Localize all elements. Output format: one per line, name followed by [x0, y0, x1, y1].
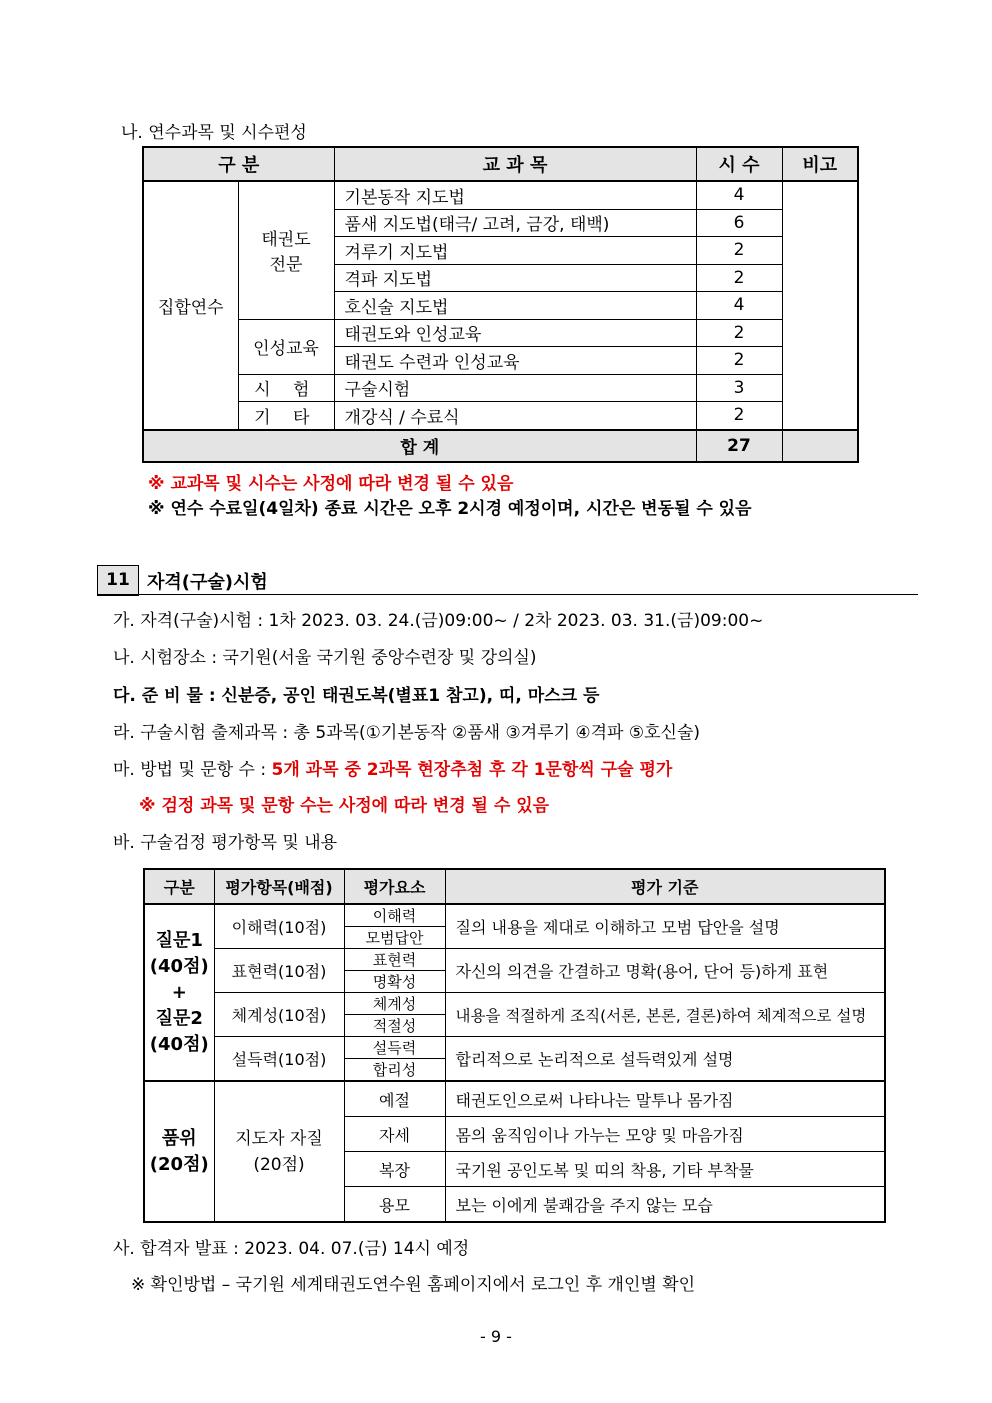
table-header-row [144, 869, 885, 904]
note-subjects-change: ※ 교과목 및 시수는 사정에 따라 변경 될 수 있음 [148, 474, 514, 494]
hours-cell: 4 [696, 292, 782, 320]
item-ra: 라. 구술시험 출제과목 : 총 5과목(①기본동작 ②품새 ③겨루기 ④격파 ⑤호신술) [113, 723, 701, 743]
group-main: 집합연수 [143, 181, 238, 430]
item-da: 다. 준 비 물 : 신분증, 공인 태권도복(별표1 참고), 띠, 마스크 등 [113, 686, 600, 706]
item-na: 나. 시험장소 : 국기원(서울 국기원 중앙수련장 및 강의실) [113, 648, 537, 668]
item-sa: 사. 합격자 발표 : 2023. 04. 07.(금) 14시 예정 [113, 1239, 470, 1259]
sub-character: 인성교육 [238, 319, 334, 374]
hours-cell: 2 [696, 264, 782, 292]
table-row [144, 904, 885, 927]
eval-criteria: 합리적으로 논리적으로 설득력있게 설명 [445, 1037, 885, 1082]
question-group: 질문1 (40점) + 질문2 (40점) [144, 904, 214, 1081]
header-item: 평가항목(배점) [214, 869, 344, 904]
subject-cell: 기본동작 지도법 [334, 181, 696, 209]
note-confirmation: ※ 확인방법 – 국기원 세계태권도연수원 홈페이지에서 로그인 후 개인별 확인 [131, 1275, 696, 1295]
total-row [143, 430, 858, 462]
header-category: 구분 [144, 869, 214, 904]
eval-element: 명확성 [344, 971, 445, 993]
eval-criteria: 내용을 적절하게 조직(서론, 본론, 결론)하여 체계적으로 설명 [445, 993, 885, 1037]
subject-cell: 태권도와 인성교육 [334, 319, 696, 347]
page-number: - 9 - [480, 1327, 512, 1346]
hours-cell: 6 [696, 209, 782, 237]
subject-cell: 호신술 지도법 [334, 292, 696, 320]
header-category: 구 분 [143, 147, 334, 181]
table-row [143, 319, 858, 347]
eval-element: 합리성 [344, 1059, 445, 1082]
eval-element: 설득력 [344, 1037, 445, 1059]
table-row [144, 1037, 885, 1059]
eval-element: 복장 [344, 1152, 445, 1187]
eval-element: 자세 [344, 1117, 445, 1152]
table-header-row [143, 147, 858, 181]
eval-criteria: 자신의 의견을 간결하고 명확(용어, 단어 등)하게 표현 [445, 949, 885, 993]
table-row [143, 374, 858, 402]
eval-criteria: 태권도인으로써 나타나는 말투나 몸가짐 [445, 1081, 885, 1117]
remarks-cell [782, 181, 858, 430]
subject-cell: 겨루기 지도법 [334, 237, 696, 265]
subject-cell: 태권도 수련과 인성교육 [334, 347, 696, 375]
sub-taekwondo: 태권도 전문 [238, 181, 334, 319]
table-row [143, 181, 858, 209]
eval-criteria: 질의 내용을 제대로 이해하고 모범 답안을 설명 [445, 904, 885, 949]
sub-exam: 시 험 [238, 374, 334, 402]
header-subject: 교 과 목 [334, 147, 696, 181]
subject-cell: 품새 지도법(태극/ 고려, 금강, 태백) [334, 209, 696, 237]
total-remarks [782, 430, 858, 462]
section-na-heading: 나. 연수과목 및 시수편성 [121, 123, 307, 143]
note-completion-time: ※ 연수 수료일(4일차) 종료 시간은 오후 2시경 예정이며, 시간은 변동될 수 있음 [148, 499, 752, 519]
note-exam-change: ※ 검정 과목 및 문항 수는 사정에 따라 변경 될 수 있음 [139, 796, 550, 816]
table-row [144, 949, 885, 971]
eval-criteria: 국기원 공인도복 및 띠의 착용, 기타 부착물 [445, 1152, 885, 1187]
eval-element: 체계성 [344, 993, 445, 1015]
section-title: 자격(구술)시험 [147, 572, 268, 593]
header-criteria: 평가 기준 [445, 869, 885, 904]
subject-cell: 개강식 / 수료식 [334, 402, 696, 430]
subject-cell: 격파 지도법 [334, 264, 696, 292]
table-row [144, 1081, 885, 1117]
eval-element: 예절 [344, 1081, 445, 1117]
item-ma-prefix: 마. 방법 및 문항 수 : [113, 760, 272, 780]
item-ga: 가. 자격(구술)시험 : 1차 2023. 03. 24.(금)09:00~ / 2차 2023. 03. 31.(금)09:00~ [113, 611, 764, 631]
hours-cell: 2 [696, 347, 782, 375]
table-row [143, 402, 858, 430]
hours-cell: 2 [696, 402, 782, 430]
sub-etc: 기 타 [238, 402, 334, 430]
eval-element: 용모 [344, 1187, 445, 1223]
dignity-group: 품위 (20점) [144, 1081, 214, 1222]
eval-item: 이해력(10점) [214, 904, 344, 949]
section-divider [97, 594, 918, 595]
item-ma [113, 755, 672, 780]
table-row [144, 993, 885, 1015]
item-ma-method: 5개 과목 중 2과목 현장추첨 후 각 1문항씩 구술 평가 [271, 760, 673, 780]
hours-cell: 3 [696, 374, 782, 402]
section-number: 11 [97, 565, 139, 596]
eval-criteria: 몸의 움직임이나 가누는 모양 및 마음가짐 [445, 1117, 885, 1152]
eval-element: 모범답안 [344, 927, 445, 949]
header-hours: 시 수 [696, 147, 782, 181]
eval-criteria: 보는 이에게 불쾌감을 주지 않는 모습 [445, 1187, 885, 1223]
total-label: 합 계 [143, 430, 696, 462]
header-remarks: 비고 [782, 147, 858, 181]
total-hours: 27 [696, 430, 782, 462]
hours-cell: 2 [696, 237, 782, 265]
eval-element: 이해력 [344, 904, 445, 927]
hours-cell: 2 [696, 319, 782, 347]
eval-item: 체계성(10점) [214, 993, 344, 1037]
subject-cell: 구술시험 [334, 374, 696, 402]
eval-item: 설득력(10점) [214, 1037, 344, 1082]
header-element: 평가요소 [344, 869, 445, 904]
hours-cell: 4 [696, 181, 782, 209]
item-ba: 바. 구술검정 평가항목 및 내용 [113, 833, 338, 853]
eval-item: 표현력(10점) [214, 949, 344, 993]
eval-element: 적절성 [344, 1015, 445, 1037]
course-hours-table [142, 146, 859, 463]
evaluation-table [143, 868, 886, 1223]
dignity-item: 지도자 자질 (20점) [214, 1081, 344, 1222]
eval-element: 표현력 [344, 949, 445, 971]
